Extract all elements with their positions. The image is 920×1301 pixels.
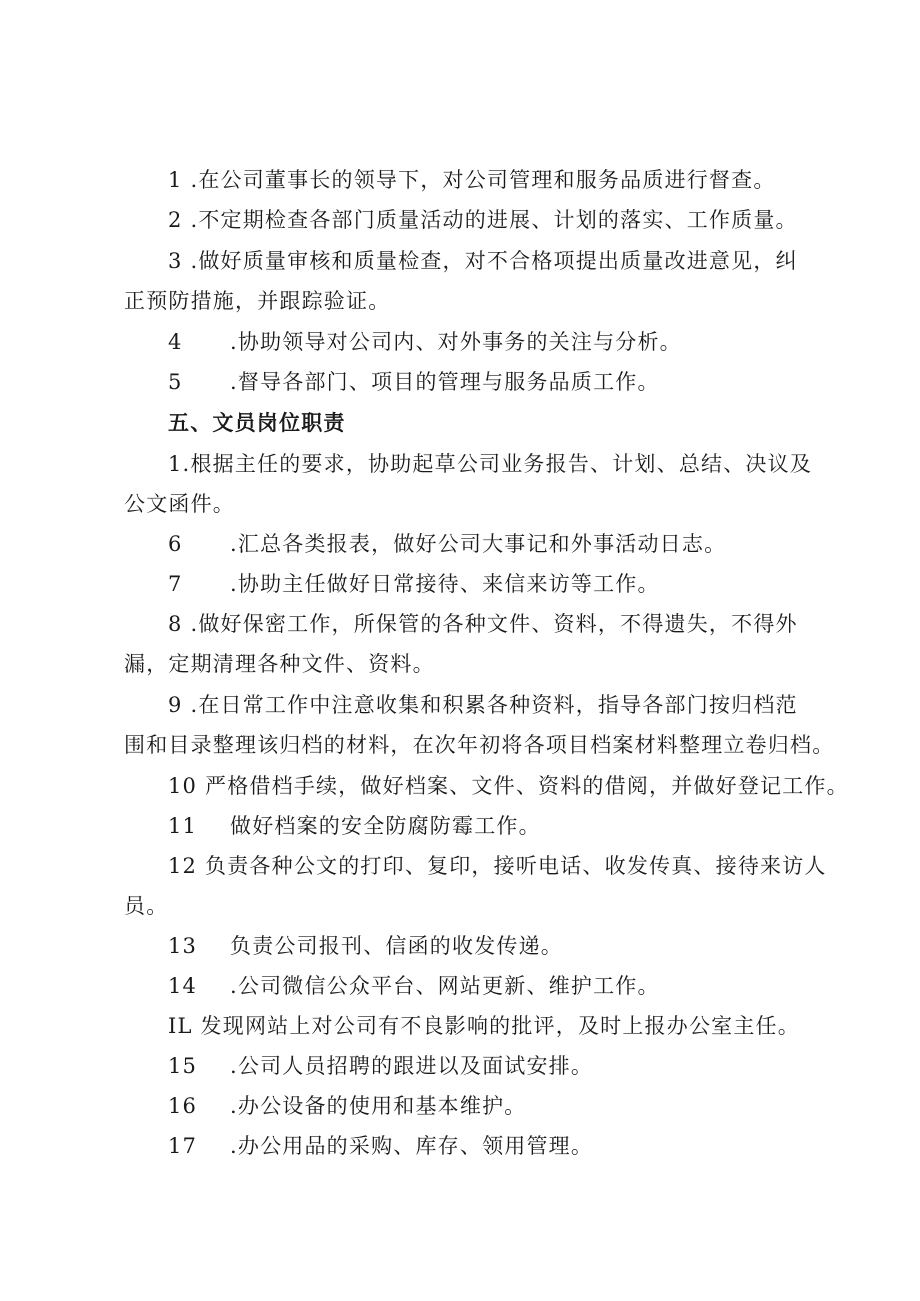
item-number: IL: [168, 1014, 193, 1038]
section-heading: 五、文员岗位职责: [168, 410, 346, 435]
quality-item-4: [168, 328, 682, 356]
item-number: 1: [168, 168, 183, 192]
item-number: 9: [168, 693, 183, 717]
clerk-item-il: [168, 1012, 800, 1040]
item-number: 13: [168, 934, 198, 958]
clerk-item-1-continuation: 公文函件。: [124, 492, 235, 516]
item-number: 16: [168, 1094, 198, 1118]
item-text: .做好保密工作，所保管的各种文件、资料，不得遗失，不得外: [190, 612, 798, 636]
item-number: 17: [168, 1134, 198, 1158]
item-text: 发现网站上对公司有不良影响的批评，及时上报办公室主任。: [200, 1014, 800, 1038]
item-text: .公司人员招聘的跟进以及面试安排。: [230, 1054, 594, 1078]
clerk-item-9-continuation: 围和目录整理该归档的材料，在次年初将各项目档案材料整理立卷归档。: [124, 733, 835, 757]
item-number: 12: [168, 854, 198, 878]
item-text: 负责公司报刊、信函的收发传递。: [230, 934, 563, 958]
item-number: 1.: [168, 452, 191, 476]
item-text: .在日常工作中注意收集和积累各种资料，指导各部门按归档范: [190, 693, 798, 717]
item-text: .不定期检查各部门质量活动的进展、计划的落实、工作质量。: [190, 208, 798, 232]
clerk-item-16: [168, 1092, 526, 1120]
clerk-item-8-continuation: 漏，定期清理各种文件、资料。: [124, 652, 435, 676]
item-text: .督导各部门、项目的管理与服务品质工作。: [230, 370, 660, 394]
item-text: .公司微信公众平台、网站更新、维护工作。: [230, 974, 660, 998]
item-text: .协助主任做好日常接待、来信来访等工作。: [230, 572, 660, 596]
item-text: 根据主任的要求，协助起草公司业务报告、计划、总结、决议及: [190, 452, 813, 476]
clerk-item-11: [168, 812, 541, 840]
item-text: 严格借档手续，做好档案、文件、资料的借阅，并做好登记工作。: [205, 774, 849, 798]
clerk-item-13: [168, 932, 563, 960]
item-text: 负责各种公文的打印、复印，接听电话、收发传真、接待来访人: [205, 854, 827, 878]
item-text: 做好档案的安全防腐防霉工作。: [230, 814, 541, 838]
item-number: 7: [168, 572, 183, 596]
item-text: .办公用品的采购、库存、领用管理。: [230, 1134, 594, 1158]
item-text: .做好质量审核和质量检查，对不合格项提出质量改进意见，纠: [190, 249, 798, 273]
item-number: 2: [168, 208, 183, 232]
clerk-item-12: [168, 852, 827, 880]
item-number: 3: [168, 249, 183, 273]
item-number: 11: [168, 814, 198, 838]
clerk-item-1: [168, 450, 812, 478]
item-text: .在公司董事长的领导下，对公司管理和服务品质进行督查。: [190, 168, 776, 192]
clerk-item-12-continuation: 员。: [124, 894, 169, 918]
item-number: 4: [168, 330, 183, 354]
item-number: 8: [168, 612, 183, 636]
clerk-item-14: [168, 972, 660, 1000]
clerk-item-9: [168, 691, 798, 719]
clerk-item-15: [168, 1052, 593, 1080]
item-number: 6: [168, 532, 183, 556]
clerk-item-17: [168, 1132, 593, 1160]
quality-item-2: [168, 206, 798, 234]
item-number: 15: [168, 1054, 198, 1078]
item-number: 5: [168, 370, 183, 394]
clerk-item-7: [168, 570, 660, 598]
item-number: 10: [168, 774, 198, 798]
clerk-item-6: [168, 530, 726, 558]
clerk-item-10: [168, 772, 849, 800]
quality-item-1: [168, 166, 776, 194]
item-text: .办公设备的使用和基本维护。: [230, 1094, 527, 1118]
item-number: 14: [168, 974, 198, 998]
quality-item-3: [168, 247, 798, 275]
quality-item-5: [168, 368, 660, 396]
quality-item-3-continuation: 正预防措施，并跟踪验证。: [124, 289, 391, 313]
clerk-item-8: [168, 610, 798, 638]
item-text: .协助领导对公司内、对外事务的关注与分析。: [230, 330, 682, 354]
item-text: .汇总各类报表，做好公司大事记和外事活动日志。: [230, 532, 727, 556]
